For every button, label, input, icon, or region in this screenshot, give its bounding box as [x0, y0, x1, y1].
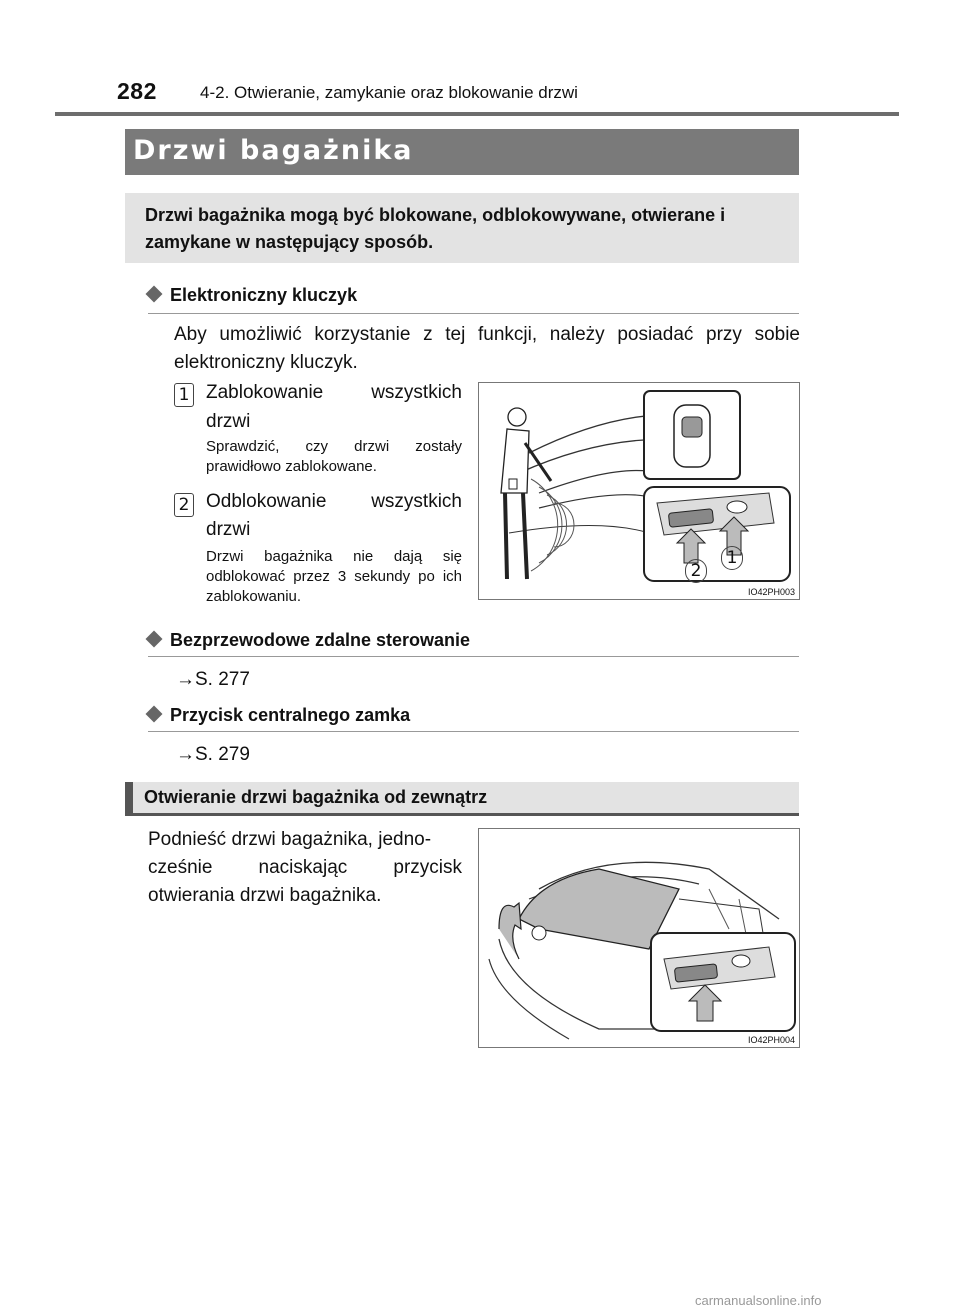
subsection-title: Otwieranie drzwi bagażnika od zewnątrz — [144, 787, 488, 807]
intro-box — [125, 193, 799, 263]
subheading-label: Przycisk centralnego zamka — [170, 705, 411, 725]
figure-tailgate-opening — [478, 828, 800, 1048]
subheading-rule — [148, 313, 799, 314]
smart-key-text: Aby umożliwić korzystanie z tej funkcji, należy posiadać przy sobie elektroniczny kluczyk. — [174, 324, 800, 373]
item-1-title-line1: Zablokowanie wszystkich — [206, 382, 462, 403]
page-reference[interactable]: →S. 277 — [176, 669, 250, 690]
diamond-bullet-icon — [146, 706, 163, 723]
figure-code: IO42PH003 — [747, 587, 795, 597]
diamond-bullet-icon — [146, 286, 163, 303]
page-reference[interactable]: →S. 279 — [176, 744, 250, 765]
watermark: carmanualsonline.info — [695, 1293, 822, 1308]
subheading-label: Bezprzewodowe zdalne sterowanie — [170, 630, 471, 650]
section-title-bar — [125, 129, 799, 175]
item-2-note: Drzwi bagażnika nie dają się odblokować przez 3 sekundy po ich zablokowaniu. — [206, 548, 462, 605]
subheading-rule — [148, 656, 799, 657]
step-number-1: 1 — [174, 383, 194, 407]
section-title: Drzwi bagażnika — [133, 135, 414, 166]
item-1-title-line2: drzwi — [206, 411, 251, 432]
opening-text-line1: Podnieść drzwi bagażnika, jedno- — [148, 829, 432, 850]
header-rule — [55, 112, 899, 116]
subheading-door-lock-switch — [148, 705, 410, 726]
subsection-title-bar — [125, 782, 799, 816]
item-1-note: Sprawdzić, czy drzwi zostały prawidłowo zablokowane. — [206, 438, 462, 475]
figure-smart-key-locking — [478, 382, 800, 600]
running-title: 4-2. Otwieranie, zamykanie oraz blokowanie drzwi — [200, 83, 578, 102]
item-2-title-line1: Odblokowanie wszystkich — [206, 491, 462, 512]
page-number: 282 — [117, 78, 157, 104]
figure-label-2: 2 — [685, 559, 707, 583]
intro-text: Drzwi bagażnika mogą być blokowane, odblokowywane, otwierane i zamykane w następujący sposób. — [145, 205, 726, 252]
opening-text-line3: otwierania drzwi bagażnika. — [148, 885, 382, 906]
figure-code: IO42PH004 — [747, 1035, 795, 1045]
diamond-bullet-icon — [146, 631, 163, 648]
subheading-rule — [148, 731, 799, 732]
opening-text-line2: cześnie naciskając przycisk — [148, 857, 462, 878]
figure-tailgate-svg — [479, 829, 799, 1047]
figure-label-1: 1 — [721, 546, 743, 570]
subheading-wireless-remote — [148, 630, 470, 651]
subheading-label: Elektroniczny kluczyk — [170, 285, 358, 305]
opening-text — [148, 826, 462, 910]
subheading-smart-key — [148, 285, 357, 306]
figure-smart-key-svg — [479, 383, 799, 599]
step-number-2: 2 — [174, 493, 194, 517]
item-2-title-line2: drzwi — [206, 519, 251, 540]
